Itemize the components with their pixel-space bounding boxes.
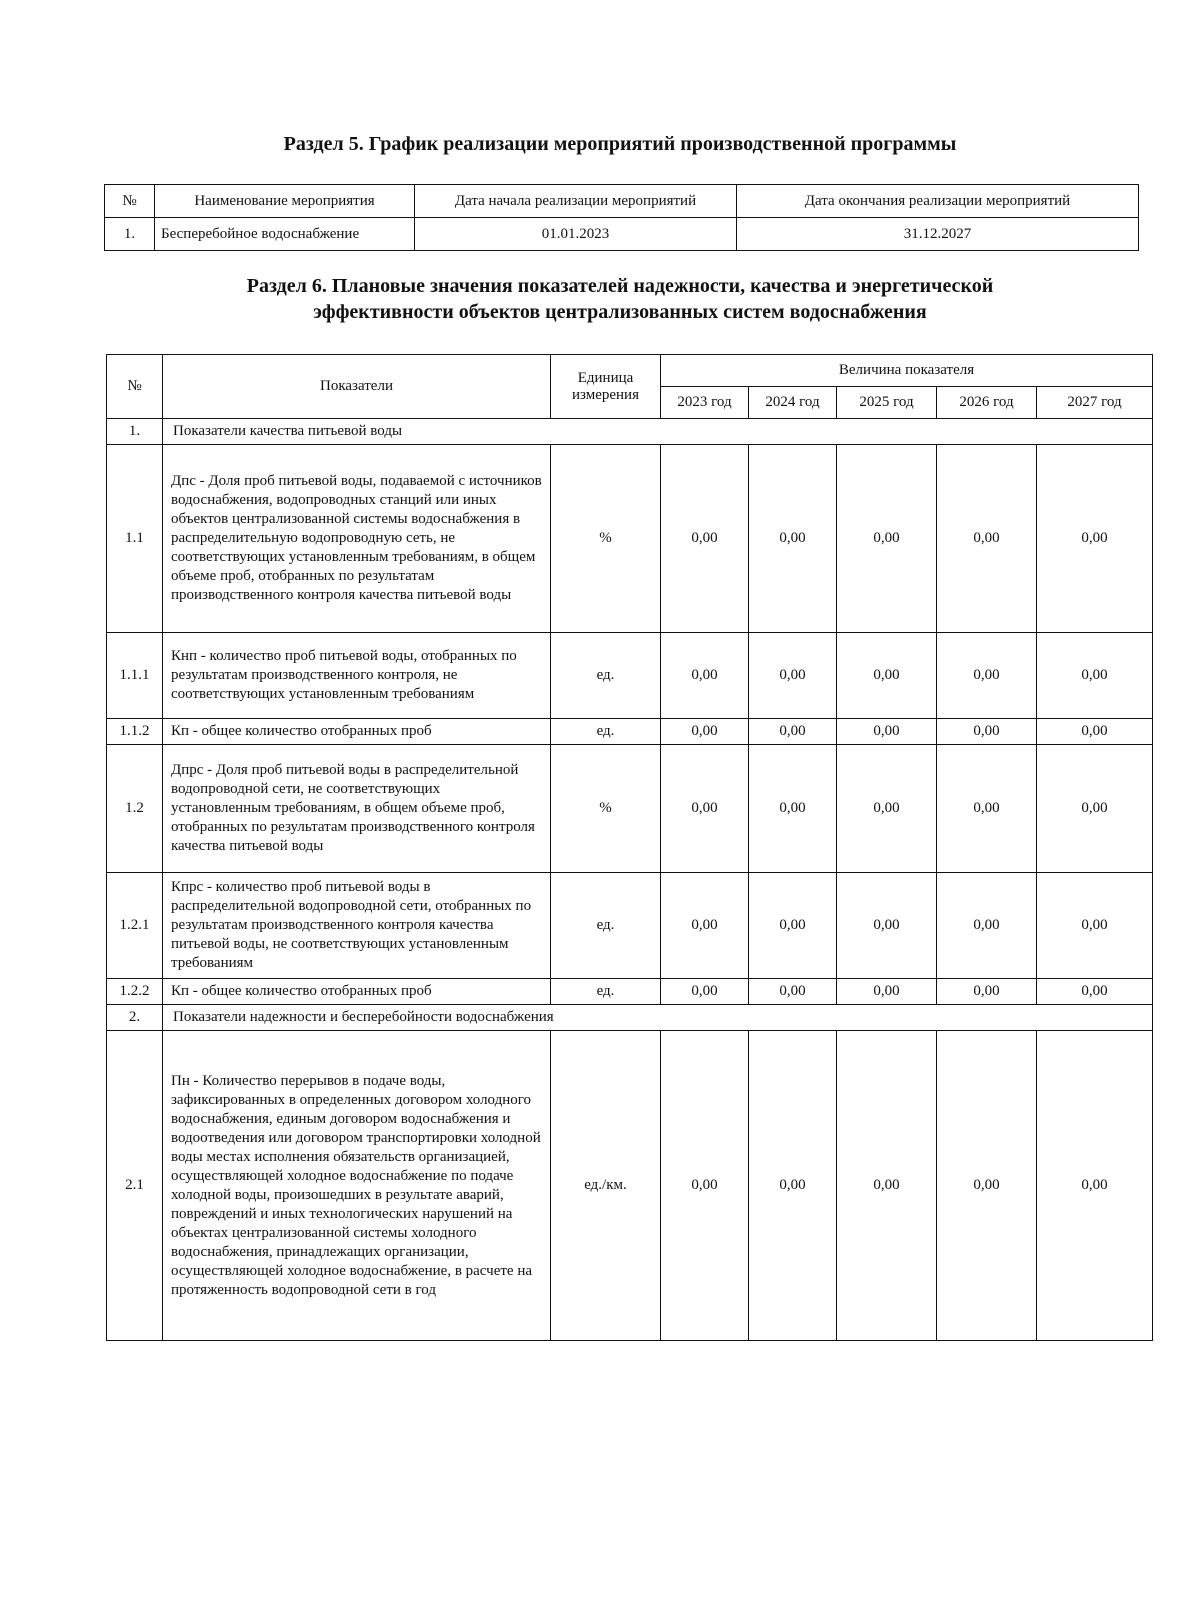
row-num: 2. bbox=[107, 1005, 163, 1031]
row-value: 0,00 bbox=[661, 873, 749, 979]
table-row-section bbox=[107, 419, 1153, 445]
table-row bbox=[107, 1031, 1153, 1341]
row-unit: % bbox=[551, 445, 661, 633]
row-value: 0,00 bbox=[937, 979, 1037, 1005]
header-year: 2023 год bbox=[661, 387, 749, 419]
row-num: 1.2.1 bbox=[107, 873, 163, 979]
row-value: 0,00 bbox=[837, 719, 937, 745]
section-heading: Показатели надежности и бесперебойности водоснабжения bbox=[163, 1005, 1153, 1031]
table-row bbox=[107, 445, 1153, 633]
row-value: 0,00 bbox=[837, 873, 937, 979]
row-unit: ед. bbox=[551, 719, 661, 745]
row-value: 0,00 bbox=[937, 445, 1037, 633]
row-num: 1.2.2 bbox=[107, 979, 163, 1005]
section6-title bbox=[110, 273, 1130, 325]
row-indicator: Кп - общее количество отобранных проб bbox=[163, 719, 551, 745]
row-num: 1.1.2 bbox=[107, 719, 163, 745]
schedule-header-start: Дата начала реализации мероприятий bbox=[415, 185, 737, 218]
row-num: 1.2 bbox=[107, 745, 163, 873]
table-row bbox=[107, 719, 1153, 745]
row-indicator: Пн - Количество перерывов в подаче воды, зафиксированных в определенных договором холодного водоснабжения, единым договором водоснабжения и водоотведения или договором транспортировки холодной воды местах исполнения обязательств организацией, осуществляющей холодное водоснабжение по подаче холодной воды, произошедших в результате аварий, повреждений и иных технологических нарушений на объектах централизованной системы холодного водоснабжения, принадлежащих организации, осуществляющей холодное водоснабжение, в расчете на протяженность водопроводной сети в год bbox=[163, 1031, 551, 1341]
row-value: 0,00 bbox=[749, 979, 837, 1005]
row-value: 0,00 bbox=[749, 1031, 837, 1341]
header-num: № bbox=[107, 355, 163, 419]
section-heading: Показатели качества питьевой воды bbox=[163, 419, 1153, 445]
schedule-cell-name: Бесперебойное водоснабжение bbox=[155, 218, 415, 251]
row-num: 2.1 bbox=[107, 1031, 163, 1341]
indicators-table bbox=[106, 354, 1153, 1341]
row-num: 1.1 bbox=[107, 445, 163, 633]
row-value: 0,00 bbox=[1037, 445, 1153, 633]
row-value: 0,00 bbox=[837, 745, 937, 873]
row-unit: % bbox=[551, 745, 661, 873]
schedule-cell-end: 31.12.2027 bbox=[737, 218, 1139, 251]
row-unit: ед. bbox=[551, 633, 661, 719]
schedule-table bbox=[104, 184, 1139, 251]
section6-title-line1: Раздел 6. Плановые значения показателей надежности, качества и энергетической bbox=[246, 275, 994, 297]
row-value: 0,00 bbox=[661, 979, 749, 1005]
row-value: 0,00 bbox=[1037, 873, 1153, 979]
row-value: 0,00 bbox=[837, 445, 937, 633]
row-indicator: Дпрс - Доля проб питьевой воды в распределительной водопроводной сети, не соответствующих установленным требованиям, в общем объеме проб, отобранных по результатам производственного контроля качества питьевой воды bbox=[163, 745, 551, 873]
row-value: 0,00 bbox=[749, 745, 837, 873]
header-year: 2024 год bbox=[749, 387, 837, 419]
row-indicator: Дпс - Доля проб питьевой воды, подаваемой с источников водоснабжения, водопроводных станций или иных объектов централизованной системы водоснабжения в распределительную водопроводную сеть, не соответствующих установленным требованиям, в общем объеме проб, отобранных по результатам производственного контроля качества питьевой воды bbox=[163, 445, 551, 633]
row-value: 0,00 bbox=[661, 719, 749, 745]
row-indicator: Кп - общее количество отобранных проб bbox=[163, 979, 551, 1005]
row-value: 0,00 bbox=[937, 745, 1037, 873]
table-row bbox=[105, 218, 1139, 251]
row-value: 0,00 bbox=[661, 633, 749, 719]
row-indicator: Кпрс - количество проб питьевой воды в распределительной водопроводной сети, отобранных по результатам производственного контроля качества питьевой воды, не соответствующих установленным требованиям bbox=[163, 873, 551, 979]
row-unit: ед./км. bbox=[551, 1031, 661, 1341]
table-row bbox=[107, 745, 1153, 873]
schedule-cell-start: 01.01.2023 bbox=[415, 218, 737, 251]
schedule-header-row bbox=[105, 185, 1139, 218]
row-unit: ед. bbox=[551, 873, 661, 979]
row-unit: ед. bbox=[551, 979, 661, 1005]
row-value: 0,00 bbox=[837, 979, 937, 1005]
section5-title: Раздел 5. График реализации мероприятий производственной программы bbox=[283, 133, 957, 155]
row-value: 0,00 bbox=[749, 633, 837, 719]
table-row bbox=[107, 873, 1153, 979]
row-num: 1. bbox=[107, 419, 163, 445]
header-value: Величина показателя bbox=[661, 355, 1153, 387]
header-year: 2027 год bbox=[1037, 387, 1153, 419]
row-value: 0,00 bbox=[661, 445, 749, 633]
row-value: 0,00 bbox=[1037, 979, 1153, 1005]
table-row bbox=[107, 633, 1153, 719]
row-value: 0,00 bbox=[1037, 633, 1153, 719]
row-indicator: Кнп - количество проб питьевой воды, отобранных по результатам производственного контроля, не соответствующих установленным требованиям bbox=[163, 633, 551, 719]
header-year: 2026 год bbox=[937, 387, 1037, 419]
header-unit: Единица измерения bbox=[551, 355, 661, 419]
row-value: 0,00 bbox=[937, 719, 1037, 745]
row-value: 0,00 bbox=[749, 873, 837, 979]
row-value: 0,00 bbox=[661, 745, 749, 873]
row-value: 0,00 bbox=[1037, 745, 1153, 873]
row-value: 0,00 bbox=[937, 873, 1037, 979]
row-num: 1.1.1 bbox=[107, 633, 163, 719]
header-year: 2025 год bbox=[837, 387, 937, 419]
row-value: 0,00 bbox=[661, 1031, 749, 1341]
row-value: 0,00 bbox=[837, 1031, 937, 1341]
row-value: 0,00 bbox=[837, 633, 937, 719]
row-value: 0,00 bbox=[1037, 719, 1153, 745]
table-row bbox=[107, 979, 1153, 1005]
row-value: 0,00 bbox=[749, 445, 837, 633]
schedule-header-end: Дата окончания реализации мероприятий bbox=[737, 185, 1139, 218]
schedule-cell-num: 1. bbox=[105, 218, 155, 251]
row-value: 0,00 bbox=[937, 633, 1037, 719]
row-value: 0,00 bbox=[1037, 1031, 1153, 1341]
row-value: 0,00 bbox=[937, 1031, 1037, 1341]
header-indicators: Показатели bbox=[163, 355, 551, 419]
indicators-header-row bbox=[107, 355, 1153, 387]
table-row-section bbox=[107, 1005, 1153, 1031]
section6-title-line2: эффективности объектов централизованных систем водоснабжения bbox=[313, 301, 927, 323]
schedule-header-name: Наименование мероприятия bbox=[155, 185, 415, 218]
schedule-header-num: № bbox=[105, 185, 155, 218]
row-value: 0,00 bbox=[749, 719, 837, 745]
